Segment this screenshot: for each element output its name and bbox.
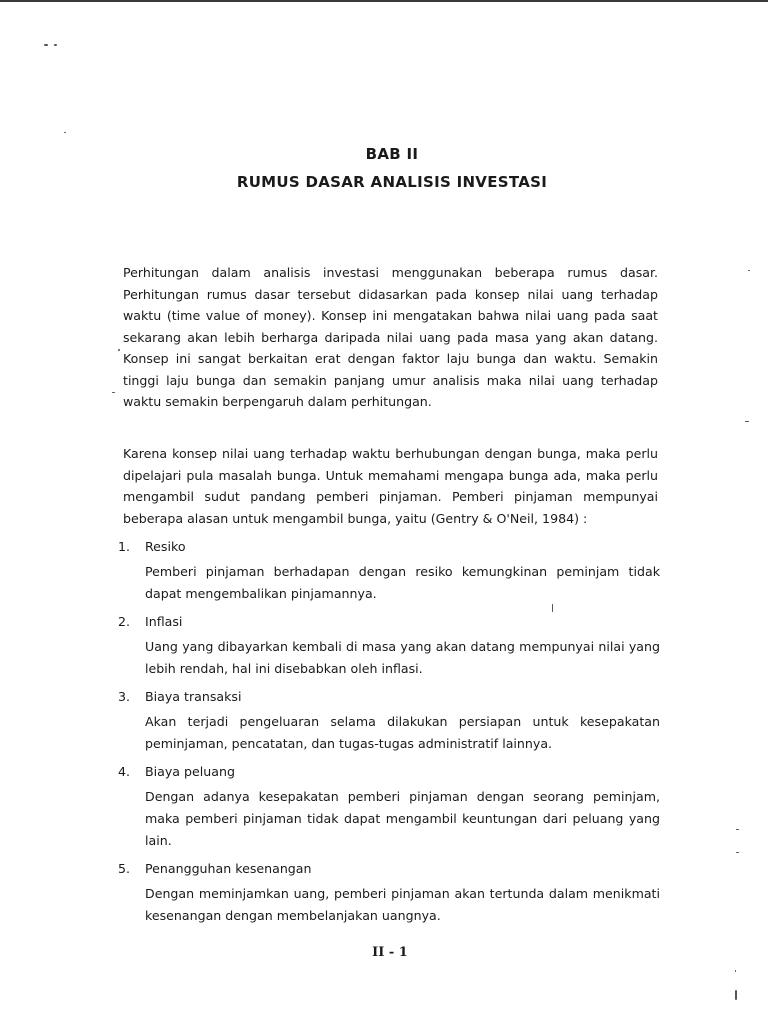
scan-speck [736,829,739,830]
intro-paragraph: Perhitungan dalam analisis investasi menggunakan beberapa rumus dasar. Perhitungan rumus dasar tersebut didasarkan pada konsep nilai uang terhadap waktu (time value of money). Konsep ini mengatakan bahwa nilai uang pada saat sekarang akan lebih berharga daripada nilai uang pada masa yang akan datang. Konsep ini sangat berkaitan erat dengan faktor laju bunga dan waktu. Semakin tinggi laju bunga dan semakin panjang umur analisis maka nilai uang terhadap waktu semakin berpengaruh dalam perhitungan. [123,265,658,409]
interest-paragraph: Karena konsep nilai uang terhadap waktu berhubungan dengan bunga, maka perlu dipelajari pula masalah bunga. Untuk memahami mengapa bunga ada, maka perlu mengambil sudut pandang pemberi pinjaman. Pemberi pinjaman mempunyai beberapa alasan untuk mengambil bunga, yaitu (Gentry & O'Neil, 1984) : [123,446,658,526]
list-item-description: Akan terjadi pengeluaran selama dilakukan persiapan untuk kesepakatan peminjaman, pencatatan, dan tugas-tugas administratif lainnya. [145,714,660,751]
scan-speck [112,392,115,393]
scan-speck [748,270,750,271]
list-item-number: 2. [118,614,131,629]
chapter-label: BAB II [365,145,419,163]
list-item-description: Pemberi pinjaman berhadapan dengan resiko kemungkinan peminjam tidak dapat mengembalikan pinjamannya. [145,564,660,601]
scan-speck [736,852,739,853]
list-item-description: Dengan meminjamkan uang, pemberi pinjaman akan tertunda dalam menikmati kesenangan dengan membelanjakan uangnya. [145,886,660,923]
page-number: II - 1 [372,945,408,960]
scan-speck [745,421,749,422]
scan-speck [735,970,736,972]
scan-speck [735,990,737,1000]
list-item-number: 3. [118,689,131,704]
scan-speck [54,44,57,46]
list-item-description: Dengan adanya kesepakatan pemberi pinjaman dengan seorang peminjam, maka pemberi pinjaman tidak dapat mengambil keuntungan dari peluang yang lain. [145,789,660,848]
scan-top-edge [0,0,768,2]
list-item [112,611,660,680]
list-item [112,858,660,927]
list-item-title: Biaya transaksi [145,689,242,704]
list-item-number: 1. [118,539,131,554]
list-item-title: Penangguhan kesenangan [145,861,312,876]
reasons-list [112,536,660,933]
scan-speck [118,349,120,351]
scan-speck [552,604,553,612]
list-item-title: Biaya peluang [145,764,235,779]
list-item-number: 5. [118,861,131,876]
list-item [112,761,660,852]
scan-speck [64,132,66,133]
list-item-title: Inflasi [145,614,183,629]
list-item-number: 4. [118,764,131,779]
scan-speck [44,44,48,46]
list-item [112,536,660,605]
list-item-description: Uang yang dibayarkan kembali di masa yang akan datang mempunyai nilai yang lebih rendah, hal ini disebabkan oleh inflasi. [145,639,660,676]
chapter-title: RUMUS DASAR ANALISIS INVESTASI [236,173,548,191]
list-item-title: Resiko [145,539,186,554]
list-item [112,686,660,755]
